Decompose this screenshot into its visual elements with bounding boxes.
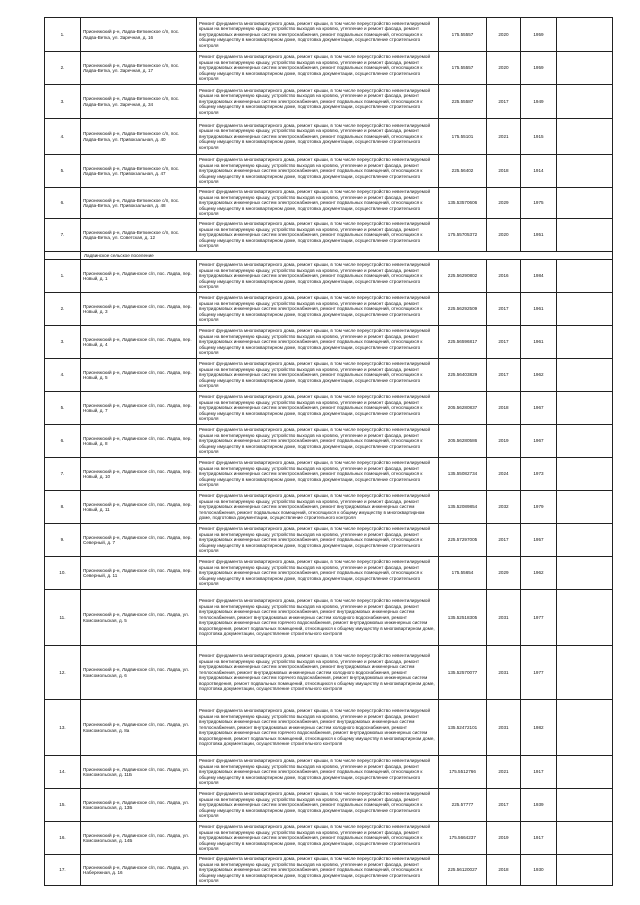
table-row: [45, 18, 613, 52]
empty-cell: [557, 756, 613, 789]
repair-year-cell: 2017: [487, 293, 521, 326]
repair-year-cell: 2020: [487, 52, 521, 85]
address-cell: Прионежский р-н, Ладва-Веткинское с/п, пос. Ладва-Ветка, ул. Советская, д. 12: [81, 219, 197, 252]
table-row: [45, 458, 613, 491]
repair-year-cell: 2029: [487, 557, 521, 590]
row-number: 4.: [45, 359, 81, 392]
table-row: [45, 557, 613, 590]
works-description-cell: Ремонт фундамента многоквартирного дома, ремонт крыши, в том числе переустройство невентилируемой крыши на вентилируемую крышу, устройство выходов на кровлю, утепление и ремонт фасада, ремонт внутридомовых инженерных систем электроснабжения, ремонт подвальных помещений, относящихся к общему имуществу в многоквартирном доме, подготовка документации, осуществление строительного контроля: [197, 326, 439, 359]
table-row: [45, 392, 613, 425]
empty-cell: [557, 855, 613, 886]
row-number: 10.: [45, 557, 81, 590]
address-cell: Прионежский р-н, Ладвинское с/п, пос. Ладва, пер. Новый, д. 7: [81, 392, 197, 425]
works-description-cell: Ремонт фундамента многоквартирного дома, ремонт крыши, в том числе переустройство невентилируемой крыши на вентилируемую крышу, устройство выходов на кровлю, утепление и ремонт фасада, ремонт внутридомовых инженерных систем электроснабжения, ремонт подвальных помещений, относящихся к общему имуществу в многоквартирном доме, подготовка документации, осуществление строительного контроля: [197, 18, 439, 52]
build-year-cell: 1977: [521, 590, 557, 646]
table-row: [45, 524, 613, 557]
address-cell: Прионежский р-н, Ладва-Веткинское с/п, пос. Ладва-Ветка, ул. Заречная, д. 16: [81, 18, 197, 52]
build-year-cell: 1930: [521, 855, 557, 886]
address-cell: Прионежский р-н, Ладвинское с/п, пос. Ладва, пер. Северный, д. 7: [81, 524, 197, 557]
build-year-cell: 1949: [521, 85, 557, 119]
table-row: [45, 756, 613, 789]
repair-year-cell: 2017: [487, 85, 521, 119]
cost-cell: 135.53570606: [439, 188, 487, 219]
address-cell: Прионежский р-н, Ладвинское с/п, пос. Ладва, ул. Комсомольская, д. 6: [81, 646, 197, 700]
works-description-cell: Ремонт фундамента многоквартирного дома, ремонт крыши, в том числе переустройство невентилируемой крыши на вентилируемую крышу, устройство выходов на кровлю, утепление и ремонт фасада, ремонт внутридомовых инженерных систем электроснабжения, ремонт подвальных помещений, относящихся к общему имуществу в многоквартирном доме, подготовка документации, осуществление строительного контроля: [197, 293, 439, 326]
empty-cell: [45, 252, 81, 260]
empty-cell: [557, 260, 613, 293]
repair-year-cell: 2019: [487, 425, 521, 458]
address-cell: Прионежский р-н, Ладвинское с/п, пос. Ладва, пер. Новый, д. 5: [81, 359, 197, 392]
repair-year-cell: 2017: [487, 326, 521, 359]
works-description-cell: Ремонт фундамента многоквартирного дома, ремонт крыши, в том числе переустройство невентилируемой крыши на вентилируемую крышу, устройство выходов на кровлю, утепление и ремонт фасада, ремонт внутридомовых инженерных систем электроснабжения, ремонт подвальных помещений, относящихся к общему имуществу в многоквартирном доме, подготовка документации, осуществление строительного контроля: [197, 119, 439, 155]
build-year-cell: 1979: [521, 491, 557, 524]
cost-cell: 225.55587: [439, 85, 487, 119]
works-description-cell: Ремонт фундамента многоквартирного дома, ремонт крыши, в том числе переустройство невентилируемой крыши на вентилируемую крышу, устройство выходов на кровлю, утепление и ремонт фасада, ремонт внутридомовых инженерных систем электроснабжения, ремонт подвальных помещений, относящихся к общему имуществу в многоквартирном доме, подготовка документации, осуществление строительного контроля: [197, 85, 439, 119]
row-number: 3.: [45, 85, 81, 119]
address-cell: Прионежский р-н, Ладвинское с/п, пос. Ладва, пер. Новый, д. 3: [81, 293, 197, 326]
address-cell: Прионежский р-н, Ладвинское с/п, пос. Ладва, пер. Новый, д. 11: [81, 491, 197, 524]
repair-year-cell: 2017: [487, 359, 521, 392]
address-cell: Прионежский р-н, Ладвинское с/п, пос. Ладва, ул. Комсомольская, д. 5: [81, 590, 197, 646]
build-year-cell: 1967: [521, 392, 557, 425]
row-number: 4.: [45, 119, 81, 155]
table-row: [45, 590, 613, 646]
table-row: [45, 855, 613, 886]
row-number: 7.: [45, 219, 81, 252]
cost-cell: 175.55705372: [439, 219, 487, 252]
build-year-cell: 1959: [521, 18, 557, 52]
address-cell: Прионежский р-н, Ладва-Веткинское с/п, пос. Ладва-Ветка, ул. Привокзальная, д. 47: [81, 155, 197, 188]
cost-cell: 175.55557: [439, 18, 487, 52]
section-header-row: [45, 252, 613, 260]
table-row: [45, 491, 613, 524]
row-number: 14.: [45, 756, 81, 789]
table-row: [45, 119, 613, 155]
cost-cell: 175.55557: [439, 52, 487, 85]
repair-year-cell: 2032: [487, 491, 521, 524]
works-description-cell: Ремонт фундамента многоквартирного дома, ремонт крыши, в том числе переустройство невентилируемой крыши на вентилируемую крышу, устройство выходов на кровлю, утепление и ремонт фасада, ремонт внутридомовых инженерных систем электроснабжения, ремонт подвальных помещений, относящихся к общему имуществу в многоквартирном доме, подготовка документации, осуществление строительного контроля: [197, 756, 439, 789]
cost-cell: 135.55082734: [439, 458, 487, 491]
works-description-cell: Ремонт фундамента многоквартирного дома, ремонт крыши, в том числе переустройство невентилируемой крыши на вентилируемую крышу, устройство выходов на кровлю, утепление и ремонт фасада, ремонт внутридомовых инженерных систем электроснабжения, ремонт подвальных помещений, относящихся к общему имуществу в многоквартирном доме, подготовка документации, осуществление строительного контроля: [197, 359, 439, 392]
address-cell: Прионежский р-н, Ладвинское с/п, пос. Ладва, пер. Новый, д. 10: [81, 458, 197, 491]
works-description-cell: Ремонт фундамента многоквартирного дома, ремонт крыши, в том числе переустройство невентилируемой крыши на вентилируемую крышу, устройство выходов на кровлю, утепление и ремонт фасада, ремонт внутридомовых инженерных систем электроснабжения, ремонт внутридомовых инженерных систем теплоснабжения, ремонт внутридомовых инженерных систем холодного водоснабжения, ремонт внутридомовых инженерных систем горячего водоснабжения, ремонт внутридомовых инженерных систем водоотведения, ремонт подвальных помещений, относящихся к общему имуществу в многоквартирном доме, подготовка документации, осуществление строительного контроля: [197, 590, 439, 646]
table-row: [45, 155, 613, 188]
address-cell: Прионежский р-н, Ладвинское с/п, пос. Ладва, ул. Набережная, д. 16: [81, 855, 197, 886]
address-cell: Прионежский р-н, Ладвинское с/п, пос. Ладва, пер. Северный, д. 11: [81, 557, 197, 590]
address-cell: Прионежский р-н, Ладвинское с/п, пос. Ладва, ул. Комсомольская, д. 8а: [81, 700, 197, 756]
cost-cell: 205.56280837: [439, 392, 487, 425]
empty-cell: [557, 822, 613, 855]
empty-cell: [557, 188, 613, 219]
address-cell: Прионежский р-н, Ладвинское с/п, пос. Ладва, пер. Новый, д. 8: [81, 425, 197, 458]
repair-year-cell: 2016: [487, 260, 521, 293]
build-year-cell: 1967: [521, 425, 557, 458]
repair-year-cell: 2024: [487, 458, 521, 491]
cost-cell: 225.56120027: [439, 855, 487, 886]
repair-year-cell: 2017: [487, 524, 521, 557]
empty-cell: [557, 524, 613, 557]
table-row: [45, 260, 613, 293]
address-cell: Прионежский р-н, Ладва-Веткинское с/п, пос. Ладва-Ветка, ул. Заречная, д. 34: [81, 85, 197, 119]
build-year-cell: 1917: [521, 756, 557, 789]
address-cell: Прионежский р-н, Ладвинское с/п, пос. Ладва, ул. Комсомольская, д. 11Б: [81, 756, 197, 789]
row-number: 5.: [45, 392, 81, 425]
works-description-cell: Ремонт фундамента многоквартирного дома, ремонт крыши, в том числе переустройство невентилируемой крыши на вентилируемую крышу, устройство выходов на кровлю, утепление и ремонт фасада, ремонт внутридомовых инженерных систем электроснабжения, ремонт подвальных помещений, относящихся к общему имуществу в многоквартирном доме, подготовка документации, осуществление строительного контроля: [197, 260, 439, 293]
row-number: 13.: [45, 700, 81, 756]
build-year-cell: 1982: [521, 700, 557, 756]
row-number: 16.: [45, 822, 81, 855]
build-year-cell: 1957: [521, 524, 557, 557]
table-row: [45, 646, 613, 700]
works-description-cell: Ремонт фундамента многоквартирного дома, ремонт крыши, в том числе переустройство невентилируемой крыши на вентилируемую крышу, устройство выходов на кровлю, утепление и ремонт фасада, ремонт внутридомовых инженерных систем электроснабжения, ремонт внутридомовых инженерных систем теплоснабжения, ремонт подвальных помещений, относящихся к общему имуществу в многоквартирном доме, подготовка документации, осуществление строительного контроля: [197, 491, 439, 524]
empty-cell: [557, 293, 613, 326]
repair-year-cell: 2031: [487, 646, 521, 700]
cost-cell: 175.5664237: [439, 822, 487, 855]
works-description-cell: Ремонт фундамента многоквартирного дома, ремонт крыши, в том числе переустройство невентилируемой крыши на вентилируемую крышу, устройство выходов на кровлю, утепление и ремонт фасада, ремонт внутридомовых инженерных систем электроснабжения, ремонт внутридомовых инженерных систем теплоснабжения, ремонт внутридомовых инженерных систем холодного водоснабжения, ремонт внутридомовых инженерных систем горячего водоснабжения, ремонт внутридомовых инженерных систем водоотведения, ремонт подвальных помещений, относящихся к общему имуществу в многоквартирном доме, подготовка документации, осуществление строительного контроля: [197, 700, 439, 756]
empty-cell: [557, 789, 613, 822]
empty-cell: [557, 646, 613, 700]
row-number: 6.: [45, 188, 81, 219]
build-year-cell: 1975: [521, 188, 557, 219]
cost-cell: 225.56596817: [439, 326, 487, 359]
cost-cell: 135.52518305: [439, 590, 487, 646]
table-row: [45, 326, 613, 359]
works-description-cell: Ремонт фундамента многоквартирного дома, ремонт крыши, в том числе переустройство невентилируемой крыши на вентилируемую крышу, устройство выходов на кровлю, утепление и ремонт фасада, ремонт внутридомовых инженерных систем электроснабжения, ремонт подвальных помещений, относящихся к общему имуществу в многоквартирном доме, подготовка документации, осуществление строительного контроля: [197, 557, 439, 590]
address-cell: Прионежский р-н, Ладва-Веткинское с/п, пос. Ладва-Ветка, ул. Заречная, д. 17: [81, 52, 197, 85]
empty-cell: [557, 458, 613, 491]
works-description-cell: Ремонт фундамента многоквартирного дома, ремонт крыши, в том числе переустройство невентилируемой крыши на вентилируемую крышу, устройство выходов на кровлю, утепление и ремонт фасада, ремонт внутридомовых инженерных систем электроснабжения, ремонт подвальных помещений, относящихся к общему имуществу в многоквартирном доме, подготовка документации, осуществление строительного контроля: [197, 425, 439, 458]
empty-cell: [557, 219, 613, 252]
build-year-cell: 1915: [521, 119, 557, 155]
repair-year-cell: 2018: [487, 155, 521, 188]
cost-cell: 225.56403829: [439, 359, 487, 392]
table-row: [45, 293, 613, 326]
build-year-cell: 1973: [521, 458, 557, 491]
works-description-cell: Ремонт фундамента многоквартирного дома, ремонт крыши, в том числе переустройство невентилируемой крыши на вентилируемую крышу, устройство выходов на кровлю, утепление и ремонт фасада, ремонт внутридомовых инженерных систем электроснабжения, ремонт подвальных помещений, относящихся к общему имуществу в многоквартирном доме, подготовка документации, осуществление строительного контроля: [197, 855, 439, 886]
works-description-cell: Ремонт фундамента многоквартирного дома, ремонт крыши, в том числе переустройство невентилируемой крыши на вентилируемую крышу, устройство выходов на кровлю, утепление и ремонт фасада, ремонт внутридомовых инженерных систем электроснабжения, ремонт внутридомовых инженерных систем теплоснабжения, ремонт внутридомовых инженерных систем холодного водоснабжения, ремонт внутридомовых инженерных систем горячего водоснабжения, ремонт внутридомовых инженерных систем водоотведения, ремонт подвальных помещений, относящихся к общему имуществу в многоквартирном доме, подготовка документации, осуществление строительного контроля: [197, 646, 439, 700]
table-body: [45, 18, 613, 886]
repair-year-cell: 2031: [487, 700, 521, 756]
cost-cell: 175.55654: [439, 557, 487, 590]
build-year-cell: 1959: [521, 52, 557, 85]
section-title: Ладвинское сельское поселение: [81, 252, 613, 260]
empty-cell: [557, 425, 613, 458]
table-row: [45, 789, 613, 822]
empty-cell: [557, 590, 613, 646]
build-year-cell: 1984: [521, 260, 557, 293]
cost-cell: 225.57777: [439, 789, 487, 822]
table-row: [45, 425, 613, 458]
address-cell: Прионежский р-н, Ладвинское с/п, пос. Ладва, пер. Новый, д. 4: [81, 326, 197, 359]
build-year-cell: 1962: [521, 359, 557, 392]
repair-year-cell: 2021: [487, 119, 521, 155]
row-number: 12.: [45, 646, 81, 700]
table-row: [45, 188, 613, 219]
address-cell: Прионежский р-н, Ладвинское с/п, пос. Ладва, ул. Комсомольская, д. 14Б: [81, 822, 197, 855]
repair-year-cell: 2018: [487, 392, 521, 425]
works-description-cell: Ремонт фундамента многоквартирного дома, ремонт крыши, в том числе переустройство невентилируемой крыши на вентилируемую крышу, устройство выходов на кровлю, утепление и ремонт фасада, ремонт внутридомовых инженерных систем электроснабжения, ремонт подвальных помещений, относящихся к общему имуществу в многоквартирном доме, подготовка документации, осуществление строительного контроля: [197, 219, 439, 252]
works-description-cell: Ремонт фундамента многоквартирного дома, ремонт крыши, в том числе переустройство невентилируемой крыши на вентилируемую крышу, устройство выходов на кровлю, утепление и ремонт фасада, ремонт внутридомовых инженерных систем электроснабжения, ремонт подвальных помещений, относящихся к общему имуществу в многоквартирном доме, подготовка документации, осуществление строительного контроля: [197, 458, 439, 491]
row-number: 15.: [45, 789, 81, 822]
build-year-cell: 1961: [521, 293, 557, 326]
table-row: [45, 700, 613, 756]
table-row: [45, 85, 613, 119]
table-row: [45, 52, 613, 85]
cost-cell: 225.56402: [439, 155, 487, 188]
works-description-cell: Ремонт фундамента многоквартирного дома, ремонт крыши, в том числе переустройство невентилируемой крыши на вентилируемую крышу, устройство выходов на кровлю, утепление и ремонт фасада, ремонт внутридомовых инженерных систем электроснабжения, ремонт подвальных помещений, относящихся к общему имуществу в многоквартирном доме, подготовка документации, осуществление строительного контроля: [197, 822, 439, 855]
empty-cell: [557, 326, 613, 359]
build-year-cell: 1961: [521, 326, 557, 359]
row-number: 17.: [45, 855, 81, 886]
works-description-cell: Ремонт фундамента многоквартирного дома, ремонт крыши, в том числе переустройство невентилируемой крыши на вентилируемую крышу, устройство выходов на кровлю, утепление и ремонт фасада, ремонт внутридомовых инженерных систем электроснабжения, ремонт подвальных помещений, относящихся к общему имуществу в многоквартирном доме, подготовка документации, осуществление строительного контроля: [197, 392, 439, 425]
build-year-cell: 1917: [521, 822, 557, 855]
address-cell: Прионежский р-н, Ладвинское с/п, пос. Ладва, ул. Комсомольская, д. 13Б: [81, 789, 197, 822]
empty-cell: [557, 359, 613, 392]
cost-cell: 135.52472101: [439, 700, 487, 756]
repair-year-cell: 2020: [487, 219, 521, 252]
repair-year-cell: 2021: [487, 756, 521, 789]
works-description-cell: Ремонт фундамента многоквартирного дома, ремонт крыши, в том числе переустройство невентилируемой крыши на вентилируемую крышу, устройство выходов на кровлю, утепление и ремонт фасада, ремонт внутридомовых инженерных систем электроснабжения, ремонт подвальных помещений, относящихся к общему имуществу в многоквартирном доме, подготовка документации, осуществление строительного контроля: [197, 155, 439, 188]
empty-cell: [557, 52, 613, 85]
build-year-cell: 1951: [521, 219, 557, 252]
cost-cell: 225.57297005: [439, 524, 487, 557]
repair-year-cell: 2019: [487, 822, 521, 855]
table-row: [45, 359, 613, 392]
row-number: 11.: [45, 590, 81, 646]
works-description-cell: Ремонт фундамента многоквартирного дома, ремонт крыши, в том числе переустройство невентилируемой крыши на вентилируемую крышу, устройство выходов на кровлю, утепление и ремонт фасада, ремонт внутридомовых инженерных систем электроснабжения, ремонт подвальных помещений, относящихся к общему имуществу в многоквартирном доме, подготовка документации, осуществление строительного контроля: [197, 188, 439, 219]
empty-cell: [557, 700, 613, 756]
cost-cell: 225.56292509: [439, 293, 487, 326]
works-description-cell: Ремонт фундамента многоквартирного дома, ремонт крыши, в том числе переустройство невентилируемой крыши на вентилируемую крышу, устройство выходов на кровлю, утепление и ремонт фасада, ремонт внутридомовых инженерных систем электроснабжения, ремонт подвальных помещений, относящихся к общему имуществу в многоквартирном доме, подготовка документации, осуществление строительного контроля: [197, 789, 439, 822]
repair-year-cell: 2031: [487, 590, 521, 646]
empty-cell: [557, 491, 613, 524]
build-year-cell: 1914: [521, 155, 557, 188]
build-year-cell: 1977: [521, 646, 557, 700]
table-row: [45, 219, 613, 252]
build-year-cell: 1962: [521, 557, 557, 590]
repair-year-cell: 2017: [487, 789, 521, 822]
empty-cell: [557, 18, 613, 52]
row-number: 5.: [45, 155, 81, 188]
repair-year-cell: 2029: [487, 188, 521, 219]
row-number: 1.: [45, 260, 81, 293]
row-number: 9.: [45, 524, 81, 557]
row-number: 1.: [45, 18, 81, 52]
row-number: 2.: [45, 293, 81, 326]
address-cell: Прионежский р-н, Ладва-Веткинское с/п, пос. Ладва-Ветка, ул. Привокзальная, д. 48: [81, 188, 197, 219]
cost-cell: 135.52089854: [439, 491, 487, 524]
cost-cell: 205.56280586: [439, 425, 487, 458]
empty-cell: [557, 557, 613, 590]
table-row: [45, 822, 613, 855]
empty-cell: [557, 119, 613, 155]
cost-cell: 175.5512766: [439, 756, 487, 789]
empty-cell: [557, 155, 613, 188]
row-number: 7.: [45, 458, 81, 491]
address-cell: Прионежский р-н, Ладва-Веткинское с/п, пос. Ладва-Ветка, ул. Привокзальная, д. 40: [81, 119, 197, 155]
repair-year-cell: 2020: [487, 18, 521, 52]
works-description-cell: Ремонт фундамента многоквартирного дома, ремонт крыши, в том числе переустройство невентилируемой крыши на вентилируемую крышу, устройство выходов на кровлю, утепление и ремонт фасада, ремонт внутридомовых инженерных систем электроснабжения, ремонт подвальных помещений, относящихся к общему имуществу в многоквартирном доме, подготовка документации, осуществление строительного контроля: [197, 524, 439, 557]
row-number: 8.: [45, 491, 81, 524]
cost-cell: 135.52570077: [439, 646, 487, 700]
row-number: 2.: [45, 52, 81, 85]
empty-cell: [557, 392, 613, 425]
cost-cell: 175.55101: [439, 119, 487, 155]
repair-program-table: [44, 17, 613, 886]
row-number: 6.: [45, 425, 81, 458]
address-cell: Прионежский р-н, Ладвинское с/п, пос. Ладва, пер. Новый, д. 1: [81, 260, 197, 293]
row-number: 3.: [45, 326, 81, 359]
build-year-cell: 1939: [521, 789, 557, 822]
repair-year-cell: 2018: [487, 855, 521, 886]
works-description-cell: Ремонт фундамента многоквартирного дома, ремонт крыши, в том числе переустройство невентилируемой крыши на вентилируемую крышу, устройство выходов на кровлю, утепление и ремонт фасада, ремонт внутридомовых инженерных систем электроснабжения, ремонт подвальных помещений, относящихся к общему имуществу в многоквартирном доме, подготовка документации, осуществление строительного контроля: [197, 52, 439, 85]
empty-cell: [557, 85, 613, 119]
cost-cell: 225.56290802: [439, 260, 487, 293]
